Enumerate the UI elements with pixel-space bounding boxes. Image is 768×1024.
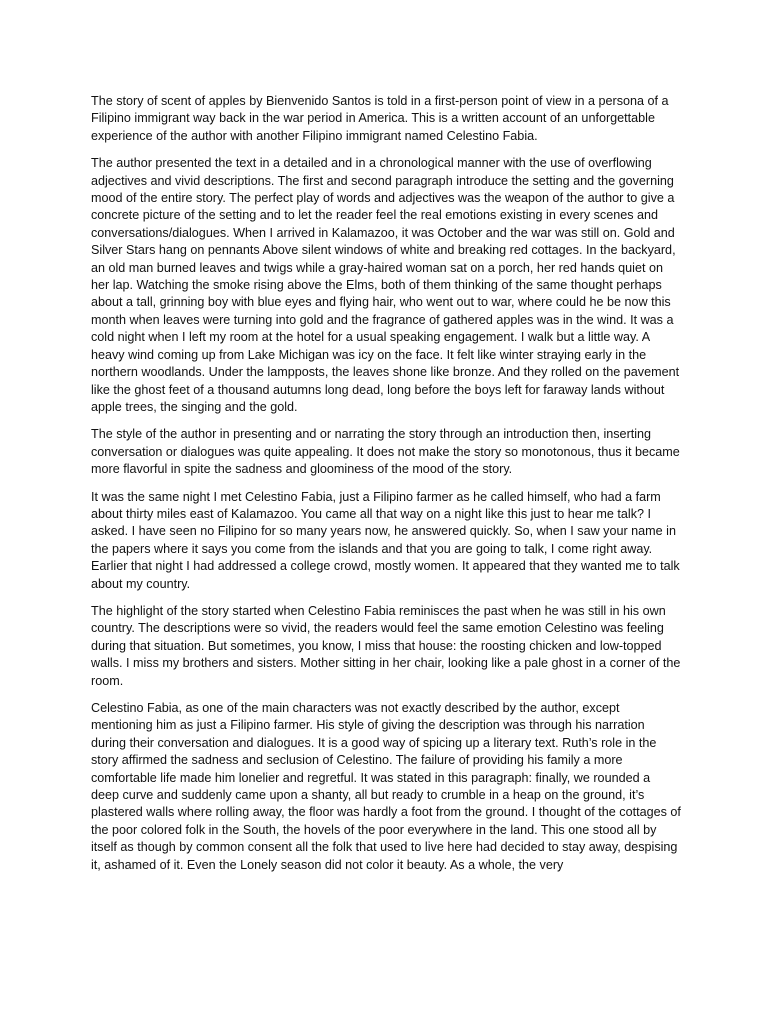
paragraph-highlight: The highlight of the story started when Celestino Fabia reminisces the past when he was still in his own country. The descriptions were so vivid, the readers would feel the same emotion Celestino was feeling during that situation. But sometimes, you know, I miss that house: the roosting chicken and low-topped walls. I miss my brothers and sisters. Mother sitting in her chair, looking like a pale ghost in a corner of the room. xyxy=(91,603,681,688)
paragraph-intro: The story of scent of apples by Bienvenido Santos is told in a first-person point of view in a persona of a Filipino immigrant way back in the war period in America. This is a written account of an unforgettable experience of the author with another Filipino immigrant named Celestino Fabia. xyxy=(91,94,669,143)
paragraph-meeting: It was the same night I met Celestino Fabia, just a Filipino farmer as he called himself, who had a farm about thirty miles east of Kalamazoo. You came all that way on a night like this just to hear me talk? I asked. I have seen no Filipino for so many years now, he answered quickly. So, when I saw your name in the papers where it says you come from the islands and that you are going to talk, I come right away. Earlier that night I had addressed a college crowd, mostly women. It appeared that they wanted me to talk about my country. xyxy=(91,489,680,591)
document-page xyxy=(91,93,681,884)
paragraph-style: The style of the author in presenting and or narrating the story through an introduction then, inserting conversation or dialogues was quite appealing. It does not make the story so monotonous, thus it became more flavorful in spite the sadness and gloominess of the mood of the story. xyxy=(91,427,680,477)
paragraph-character: Celestino Fabia, as one of the main characters was not exactly described by the author, except mentioning him as just a Filipino farmer. His style of giving the description was through his narration during their conversation and dialogues. It is a good way of spicing up a literary text. Ruth’s role in the story affirmed the sadness and seclusion of Celestino. The failure of providing his family a more comfortable life made him lonelier and regretful. It was stated in this paragraph: finally, we rounded a deep curve and suddenly came upon a shanty, all but ready to crumble in a heap on the ground, it’s plastered walls where rolling away, the floor was hardly a foot from the ground. I thought of the cottages of the poor colored folk in the South, the hovels of the poor everywhere in the land. This one stood all by itself as though by common consent all the folk that used to live here had decided to stay away, despising it, ashamed of it. Even the Lonely season did not color it beauty. As a whole, the very xyxy=(91,701,681,872)
paragraph-setting: The author presented the text in a detailed and in a chronological manner with the use of overflowing adjectives and vivid descriptions. The first and second paragraph introduce the setting and the governing mood of the entire story. The perfect play of words and adjectives was the weapon of the author to give a concrete picture of the setting and to let the reader feel the real emotions existing in every scenes and conversations/dialogues. When I arrived in Kalamazoo, it was October and the war was still on. Gold and Silver Stars hang on pennants Above silent windows of white and breaking red cottages. In the backyard, an old man burned leaves and twigs while a gray-haired woman sat on a porch, her red hands quiet on her lap. Watching the smoke rising above the Elms, both of them thinking of the same thought perhaps about a tall, grinning boy with blue eyes and flying hair, who went out to war, where could he be now this month when leaves were turning into gold and the fragrance of gathered apples was in the wind. It was a cold night when I left my room at the hotel for a usual speaking engagement. I walk but a little way. A heavy wind coming up from Lake Michigan was icy on the face. It felt like winter straying early in the northern woodlands. Under the lampposts, the leaves shone like bronze. And they rolled on the pavement like the ghost feet of a thousand autumns long dead, long before the boys left for faraway lands without apple trees, the singing and the gold. xyxy=(91,156,680,414)
